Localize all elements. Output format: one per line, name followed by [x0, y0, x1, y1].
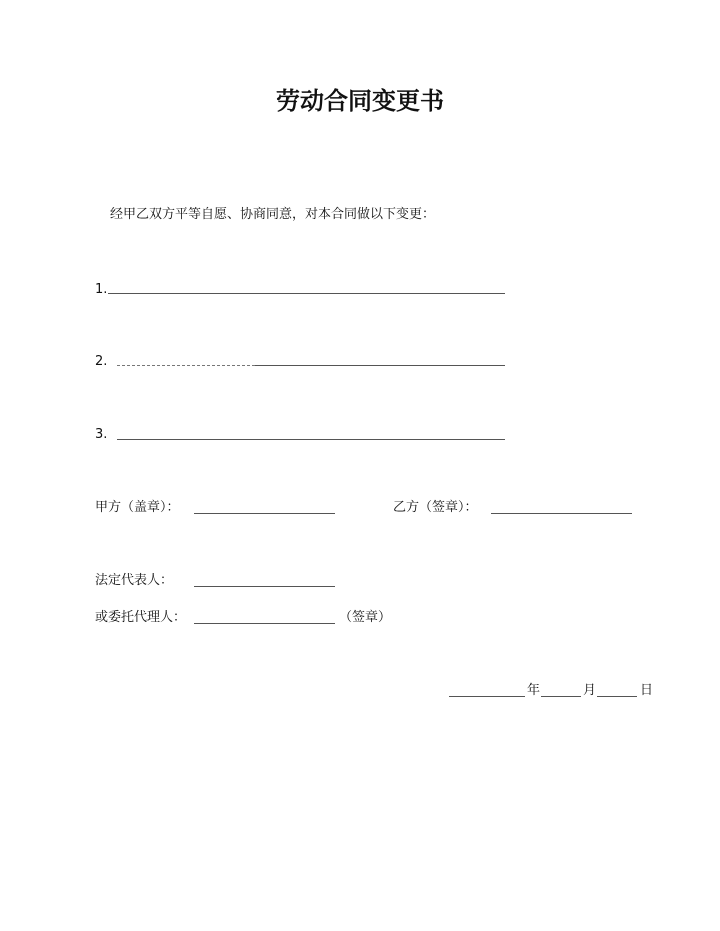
item-1-number: 1. — [95, 282, 108, 297]
year-blank[interactable] — [449, 696, 525, 697]
item-2-dashed-blank[interactable] — [117, 365, 255, 366]
agent-sign-note: （签章） — [339, 610, 392, 625]
month-label: 月 — [583, 683, 597, 698]
party-a-label: 甲方（盖章）： — [95, 500, 180, 515]
year-label: 年 — [527, 683, 541, 698]
legal-rep-blank[interactable] — [194, 586, 335, 587]
party-a-blank[interactable] — [194, 513, 335, 514]
party-b-label: 乙方（签章）： — [393, 500, 478, 515]
agent-blank[interactable] — [194, 623, 335, 624]
month-blank[interactable] — [541, 696, 581, 697]
document-title: 劳动合同变更书 — [276, 87, 444, 115]
item-2-number: 2. — [95, 354, 108, 369]
intro-text: 经甲乙双方平等自愿、协商同意，对本合同做以下变更： — [110, 207, 436, 222]
legal-rep-label: 法定代表人： — [95, 573, 174, 588]
day-label: 日 — [640, 683, 654, 698]
item-3-number: 3. — [95, 427, 108, 442]
item-3-blank[interactable] — [117, 439, 505, 440]
day-blank[interactable] — [597, 696, 637, 697]
item-2-blank[interactable] — [255, 365, 505, 366]
agent-label: 或委托代理人： — [95, 610, 187, 625]
party-b-blank[interactable] — [491, 513, 632, 514]
item-1-blank[interactable] — [108, 293, 505, 294]
